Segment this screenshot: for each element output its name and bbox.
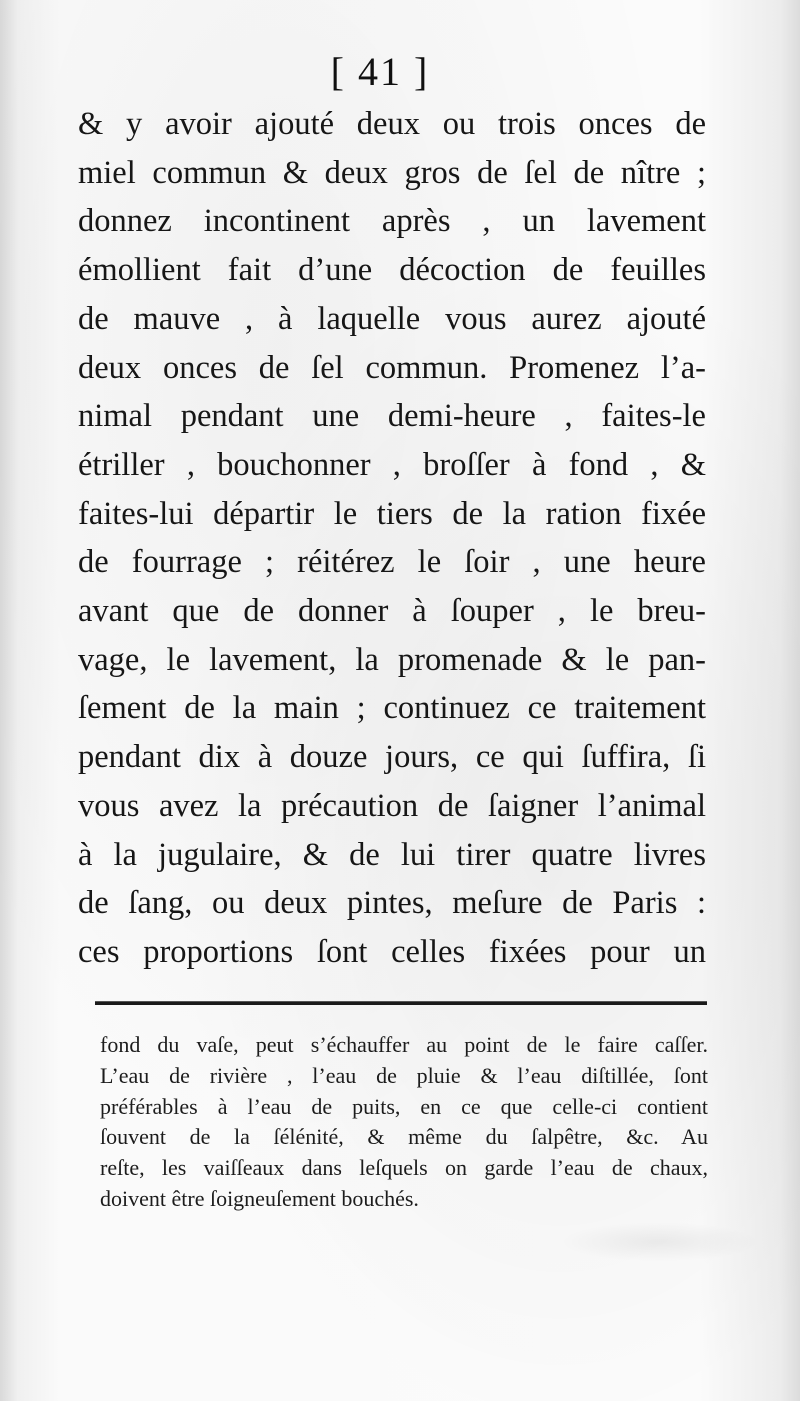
paper-show-through (560, 1222, 760, 1262)
text-line: ces proportions ſont celles fixées pour un (78, 933, 706, 970)
text-line: vage, le lavement, la promenade & le pan- (78, 641, 706, 678)
footnote-line: doivent être ſoigneuſement bouchés. (100, 1185, 419, 1211)
footnote-line: préférables à l’eau de puits, en ce que celle-ci contient (100, 1093, 708, 1119)
text-line: de mauve , à laquelle vous aurez ajouté (78, 300, 706, 337)
text-line: donnez incontinent après , un lavement (78, 203, 706, 240)
text-line: pendant dix à douze jours, ce qui ſuffira, ſi (78, 739, 706, 776)
text-line: miel commun & deux gros de ſel de nître ; (78, 154, 706, 191)
text-line: deux onces de ſel commun. Promenez l’a- (78, 349, 706, 386)
text-line: étriller , bouchonner , broſſer à fond , & (78, 446, 706, 483)
footnote-line: ſouvent de la ſélénité, & même du ſalpêtre, &c. Au (100, 1124, 708, 1150)
page-number: [ 41 ] (330, 49, 430, 94)
text-line: de ſang, ou deux pintes, meſure de Paris : (78, 885, 706, 922)
main-text-block (78, 100, 706, 977)
footnote-line: L’eau de rivière , l’eau de pluie & l’eau diſtillée, ſont (100, 1062, 708, 1088)
text-line: avant que de donner à ſouper , le breu- (78, 593, 706, 630)
footnote-rule (95, 1001, 707, 1005)
footnote-line: fond du vaſe, peut s’échauffer au point de le faire caſſer. (100, 1032, 708, 1057)
text-line: & y avoir ajouté deux ou trois onces de (78, 106, 706, 142)
text-line: vous avez la précaution de ſaigner l’animal (78, 787, 706, 824)
text-line: émollient fait d’une décoction de feuilles (78, 252, 706, 289)
text-line: faites-lui départir le tiers de la ration fixée (78, 495, 706, 532)
footnote-line: reſte, les vaiſſeaux dans leſquels on garde l’eau de chaux, (100, 1155, 708, 1181)
text-line: ſement de la main ; continuez ce traitement (78, 690, 706, 727)
footnote-block (100, 1030, 708, 1215)
text-line: à la jugulaire, & de lui tirer quatre livres (78, 836, 706, 873)
text-line: de fourrage ; réitérez le ſoir , une heure (78, 544, 706, 581)
text-line: nimal pendant une demi-heure , faites-le (78, 398, 706, 435)
